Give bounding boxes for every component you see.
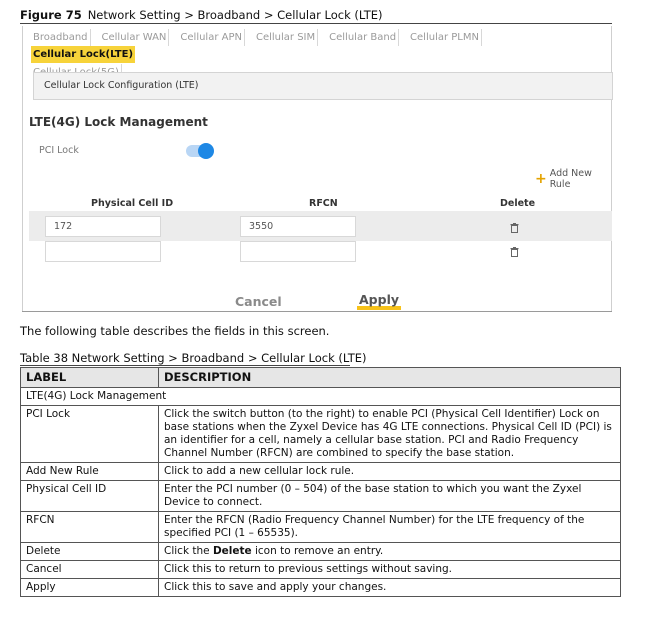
tab-cellular-sim[interactable]: Cellular SIM xyxy=(254,29,318,46)
row-description: Click this to return to previous settings without saving. xyxy=(159,561,621,579)
toggle-knob xyxy=(198,143,214,159)
header-description: DESCRIPTION xyxy=(159,368,621,388)
table-row xyxy=(21,543,621,561)
tab-cellular-plmn[interactable]: Cellular PLMN xyxy=(408,29,482,46)
table-row xyxy=(21,481,621,512)
row-description: Click to add a new cellular lock rule. xyxy=(159,463,621,481)
row-label: Add New Rule xyxy=(21,463,159,481)
pci-lock-label: PCI Lock xyxy=(39,145,79,156)
tab-cellular-wan[interactable]: Cellular WAN xyxy=(100,29,170,46)
col-delete: Delete xyxy=(500,198,536,209)
figure-number: Figure 75 xyxy=(20,8,82,22)
tab-cellular-apn[interactable]: Cellular APN xyxy=(178,29,245,46)
header-label: LABEL xyxy=(21,368,159,388)
section-cell: LTE(4G) Lock Management xyxy=(21,388,621,406)
delete-icon[interactable] xyxy=(510,223,519,233)
physical-cell-id-input[interactable]: 172 xyxy=(45,216,161,237)
table-header-row xyxy=(21,368,621,388)
tab-cellular-band[interactable]: Cellular Band xyxy=(327,29,399,46)
row-description: Click the switch button (to the right) to enable PCI (Physical Cell Identifier) Lock on base stations when the Zyxel Device has 4G LTE connections. Physical Cell ID (PCI) is an identifier for a cell, namely a cellular base station. PCI and Radio Frequency Channel Number (RFCN) are combined to specify the base station. xyxy=(159,406,621,463)
table-row xyxy=(21,579,621,597)
table-row xyxy=(21,463,621,481)
figure-rule xyxy=(20,23,612,24)
figure-caption xyxy=(20,8,383,22)
config-header: Cellular Lock Configuration (LTE) xyxy=(33,72,613,100)
table-row xyxy=(21,512,621,543)
physical-cell-id-input[interactable] xyxy=(45,241,161,262)
rfcn-input[interactable] xyxy=(240,241,356,262)
table-row xyxy=(21,561,621,579)
screen-bottom-rule xyxy=(22,311,612,312)
rfcn-input[interactable]: 3550 xyxy=(240,216,356,237)
intro-paragraph: The following table describes the fields in this screen. xyxy=(20,324,330,338)
add-new-rule-label: Add New Rule xyxy=(549,168,592,190)
tab-broadband[interactable]: Broadband xyxy=(31,29,91,46)
row-label: RFCN xyxy=(21,512,159,543)
row-label: PCI Lock xyxy=(21,406,159,463)
table-row xyxy=(21,406,621,463)
row-label: Physical Cell ID xyxy=(21,481,159,512)
cellular-lock-screen xyxy=(22,26,612,312)
apply-button[interactable]: Apply xyxy=(357,294,401,310)
tab-cellular-lock-lte[interactable]: Cellular Lock(LTE) xyxy=(31,46,135,63)
row-label: Delete xyxy=(21,543,159,561)
row-description: Enter the RFCN (Radio Frequency Channel Number) for the LTE frequency of the specified PCI (1 – 65535). xyxy=(159,512,621,543)
table-caption: Table 38 Network Setting > Broadband > Cellular Lock (LTE) xyxy=(20,351,367,365)
row-description xyxy=(159,543,621,561)
figure-title: Network Setting > Broadband > Cellular Lock (LTE) xyxy=(87,8,383,22)
cancel-button[interactable]: Cancel xyxy=(235,294,282,309)
col-rfcn: RFCN xyxy=(309,198,338,209)
desc-bold: Delete xyxy=(212,545,252,557)
row-label: Cancel xyxy=(21,561,159,579)
description-table xyxy=(20,367,621,597)
desc-pre: Click the xyxy=(164,545,213,557)
row-description: Click this to save and apply your changes. xyxy=(159,579,621,597)
pci-lock-toggle[interactable] xyxy=(186,145,212,157)
col-physical-cell-id: Physical Cell ID xyxy=(91,198,174,209)
plus-icon: + xyxy=(535,171,547,187)
table-section-row xyxy=(21,388,621,406)
row-label: Apply xyxy=(21,579,159,597)
delete-icon[interactable] xyxy=(510,247,519,257)
add-new-rule-button[interactable] xyxy=(535,168,611,190)
section-title: LTE(4G) Lock Management xyxy=(29,115,208,129)
desc-post: icon to remove an entry. xyxy=(251,545,384,557)
row-description: Enter the PCI number (0 – 504) of the base station to which you want the Zyxel Device to connect. xyxy=(159,481,621,512)
table-caption-rule xyxy=(20,365,350,366)
